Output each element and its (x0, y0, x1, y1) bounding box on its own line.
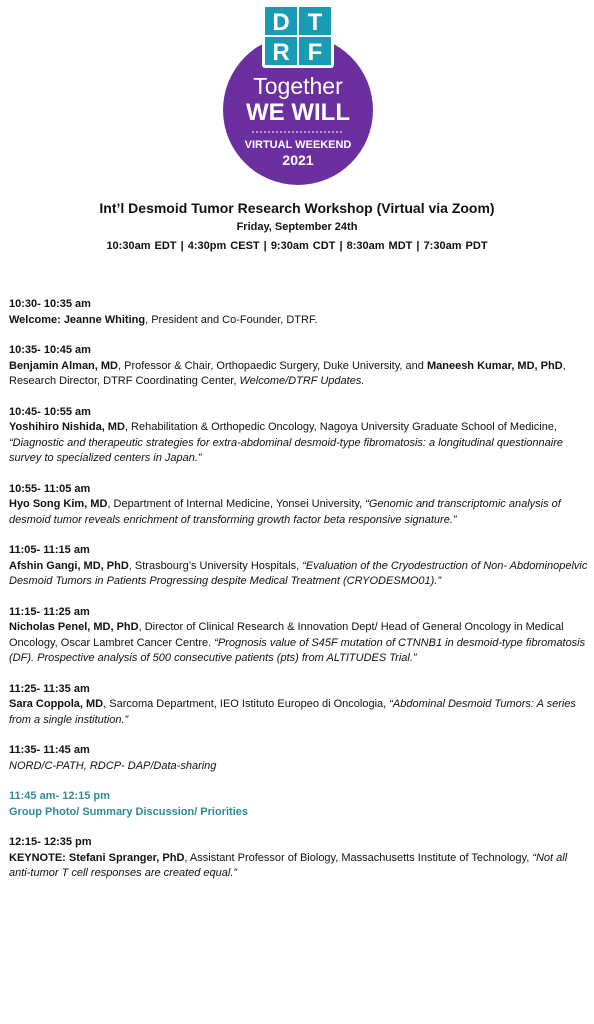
event-header (0, 200, 594, 252)
agenda-description (9, 559, 589, 590)
talk-title: “Not all anti-tumor T cell responses are created equal.” (9, 851, 568, 879)
logo-line-together: Together (253, 73, 343, 99)
speaker-name: Yoshihiro Nishida, MD (9, 421, 125, 433)
agenda-description (9, 805, 589, 821)
logo-letter-f: F (307, 39, 323, 66)
affiliation-text: , Professor & Chair, Orthopaedic Surgery, Duke University, and (118, 359, 427, 372)
logo-letter-d: D (272, 9, 290, 36)
agenda-time: 11:05- 11:15 am (9, 544, 90, 556)
speaker-name: Welcome: (9, 313, 64, 326)
agenda-description (9, 497, 589, 528)
agenda-description (9, 697, 589, 728)
affiliation-text: , Sarcoma Department, IEO Istituto Europeo di Oncologia, (103, 698, 390, 710)
agenda-time: 11:45 am- 12:15 pm (9, 790, 110, 802)
logo-line-we-will: WE WILL (246, 99, 350, 126)
speaker-name: Jeanne Whiting (63, 313, 146, 326)
logo (0, 0, 594, 195)
agenda-item (9, 297, 589, 328)
logo-year: 2021 (282, 152, 314, 168)
event-timezones: 10:30am EDT | 4:30pm CEST | 9:30am CDT | 8:30am MDT | 7:30am PDT (106, 240, 488, 252)
agenda-item (9, 482, 589, 529)
agenda-item (9, 835, 589, 882)
agenda-description (9, 420, 589, 467)
affiliation-text: , Director of Clinical Research & Innovation Dept/ Head of General Oncology in Medical Oncology, Oscar Lambret Cancer Centre. (9, 621, 564, 649)
speaker-name: KEYNOTE: Stefani Spranger, PhD (9, 851, 185, 864)
logo-letter-t: T (307, 9, 323, 36)
agenda-description (9, 359, 589, 390)
affiliation-text: , Rehabilitation & Orthopedic Oncology, Nagoya University Graduate School of Medicine, (124, 421, 557, 433)
talk-title: NORD/C-PATH, RDCP- DAP/Data-sharing (9, 759, 217, 772)
event-date: Friday, September 24th (236, 221, 358, 233)
speaker-name: Maneesh Kumar, MD, PhD (426, 359, 563, 372)
talk-title: “Prognosis value of S45F mutation of CTNNB1 in desmoid-type fibromatosis (DF). Prospective analysis of 500 consecutive patients (pts) from ALTITUDES Trial.” (9, 636, 586, 664)
talk-title: Welcome/DTRF Updates. (239, 375, 365, 387)
agenda-time: 11:25- 11:35 am (9, 682, 90, 695)
talk-title: “Diagnostic and therapeutic strategies for extra-abdominal desmoid-type fibromatosis: a longitudinal questionnaire survey to specialized centers in Japan.” (9, 436, 563, 464)
agenda-item (9, 405, 589, 467)
agenda-description (9, 851, 589, 882)
agenda-description (9, 620, 589, 667)
affiliation-text: , President and Co-Founder, DTRF. (145, 313, 318, 326)
page-title: Int’l Desmoid Tumor Research Workshop (Virtual via Zoom) (99, 200, 495, 216)
agenda-time: 10:35- 10:45 am (9, 344, 91, 356)
affiliation-text: , Strasbourg’s University Hospitals, (128, 559, 303, 572)
agenda-item (9, 605, 589, 667)
agenda-time: 10:30- 10:35 am (9, 298, 91, 310)
agenda-time: 10:55- 11:05 am (9, 482, 91, 495)
talk-title: “Abdominal Desmoid Tumors: A series from a single institution.” (9, 698, 576, 726)
speaker-name: Afshin Gangi, MD, PhD (9, 559, 129, 572)
agenda-description (9, 313, 589, 329)
agenda-item (9, 682, 589, 729)
talk-title: “Evaluation of the Cryodestruction of Non- Abdominopelvic Desmoid Tumors in Patients Progressing despite Medical Treatment (CRYODESMO01).” (9, 559, 588, 587)
speaker-name: Sara Coppola, MD (9, 698, 104, 710)
talk-title: “Genomic and transcriptomic analysis of desmoid tumor reveals enrichment of transforming growth factor beta responsive signature.” (9, 498, 561, 526)
agenda-item (9, 343, 589, 390)
dtrf-logo-badge (218, 2, 378, 192)
affiliation-text: , Department of Internal Medicine, Yonsei University, (107, 498, 366, 510)
affiliation-text: , Research Director, DTRF Coordinating Center, (9, 359, 566, 387)
agenda-time: 11:35- 11:45 am (9, 744, 90, 756)
agenda-time: 11:15- 11:25 am (9, 605, 90, 618)
agenda-list (9, 297, 589, 897)
logo-line-virtual-weekend: VIRTUAL WEEKEND (244, 139, 352, 151)
agenda-time: 12:15- 12:35 pm (9, 836, 92, 848)
affiliation-text: , Assistant Professor of Biology, Massachusetts Institute of Technology, (184, 851, 533, 864)
speaker-name: Group Photo/ Summary Discussion/ Priorities (9, 805, 248, 818)
agenda-item (9, 743, 589, 774)
agenda-item (9, 789, 589, 820)
agenda-item (9, 543, 589, 590)
logo-letter-r: R (272, 39, 290, 66)
speaker-name: Benjamin Alman, MD (9, 359, 118, 372)
agenda-time: 10:45- 10:55 am (9, 405, 91, 418)
speaker-name: Nicholas Penel, MD, PhD (9, 621, 139, 633)
agenda-description (9, 759, 589, 775)
speaker-name: Hyo Song Kim, MD (9, 498, 108, 510)
